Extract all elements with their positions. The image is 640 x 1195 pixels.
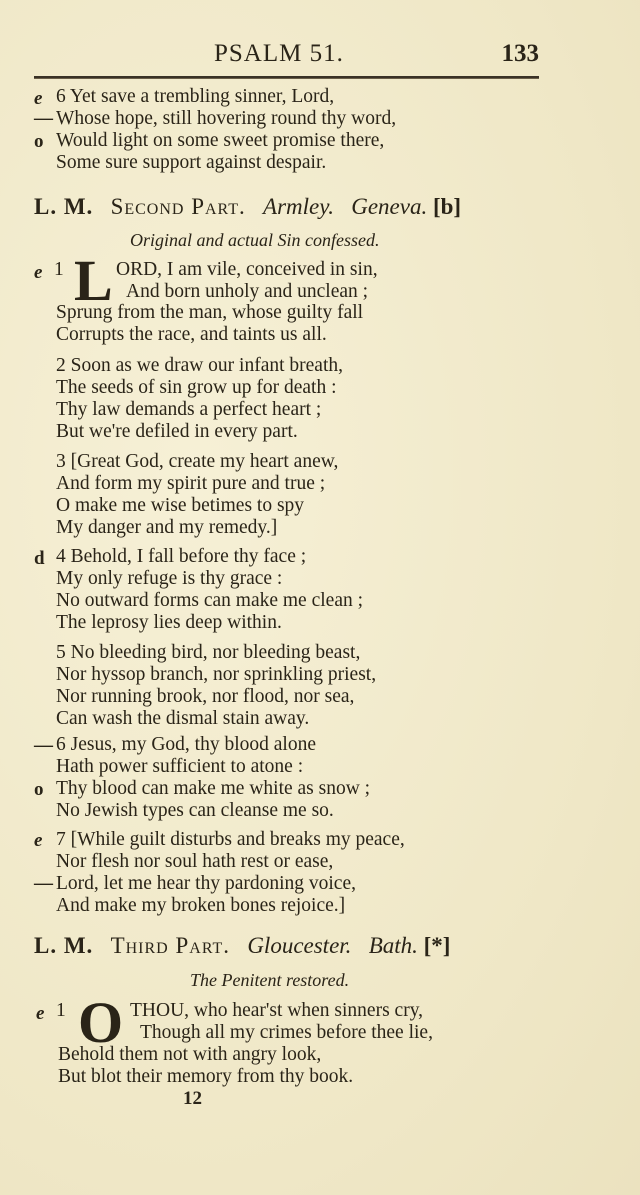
verse-line: Nor running brook, nor flood, nor sea, xyxy=(56,686,355,707)
verse-line: Nor hyssop branch, nor sprinkling priest, xyxy=(56,664,377,685)
verse-line: Behold them not with angry look, xyxy=(58,1044,322,1065)
verse-line: But we're defiled in every part. xyxy=(56,421,298,442)
page-number: 133 xyxy=(501,40,539,67)
verse-line: No outward forms can make me clean ; xyxy=(56,590,364,611)
verse-line: THOU, who hear'st when sinners cry, xyxy=(130,1000,424,1021)
verse-line: No Jewish types can cleanse me so. xyxy=(56,800,334,821)
part-heading-third xyxy=(34,933,450,959)
verse-line: 6 Jesus, my God, thy blood alone xyxy=(56,734,316,755)
hymn-subtitle: Original and actual Sin confessed. xyxy=(130,230,380,250)
dynamic-mark: e xyxy=(36,1003,45,1024)
drop-cap: O xyxy=(78,990,124,1055)
verse-line: Nor flesh nor soul hath rest or ease, xyxy=(56,851,334,872)
meter-label: L. M. xyxy=(34,194,94,219)
dynamic-mark: — xyxy=(34,873,53,894)
verse-line: Would light on some sweet promise there, xyxy=(56,130,385,151)
verse-line: Can wash the dismal stain away. xyxy=(56,708,310,729)
verse-line: The leprosy lies deep within. xyxy=(56,612,282,633)
verse-line: Whose hope, still hovering round thy word, xyxy=(56,108,397,129)
verse-line: 6 Yet save a trembling sinner, Lord, xyxy=(56,86,335,107)
dynamic-mark: o xyxy=(34,131,44,152)
part-label: Third Part. xyxy=(110,933,231,958)
tune-name: Armley. xyxy=(263,194,334,219)
signature-mark: 12 xyxy=(183,1088,202,1109)
key-indicator: [*] xyxy=(423,933,451,958)
verse-line: 2 Soon as we draw our infant breath, xyxy=(56,355,344,376)
verse-line: Sprung from the man, whose guilty fall xyxy=(56,302,364,323)
dynamic-mark: d xyxy=(34,548,45,569)
stanza-number: 1 xyxy=(54,259,64,280)
verse-line: Thy law demands a perfect heart ; xyxy=(56,399,322,420)
dynamic-mark: e xyxy=(34,830,43,851)
running-title: PSALM 51. xyxy=(214,40,344,67)
tune-name: Geneva. xyxy=(351,194,428,219)
verse-line: Though all my crimes before thee lie, xyxy=(140,1022,433,1043)
running-head xyxy=(34,40,539,72)
verse-line: Some sure support against despair. xyxy=(56,152,327,173)
hymn-subtitle: The Penitent restored. xyxy=(190,970,350,990)
dynamic-mark: e xyxy=(34,262,43,283)
part-heading-second xyxy=(34,194,461,220)
verse-line: 3 [Great God, create my heart anew, xyxy=(56,451,339,472)
verse-line: And born unholy and unclean ; xyxy=(126,281,369,302)
dynamic-mark: o xyxy=(34,779,44,800)
verse-line: 5 No bleeding bird, nor bleeding beast, xyxy=(56,642,361,663)
key-indicator: [b] xyxy=(432,194,462,219)
verse-line: O make me wise betimes to spy xyxy=(56,495,305,516)
stanza-number: 1 xyxy=(56,1000,66,1021)
drop-cap: L xyxy=(74,248,113,313)
header-rule xyxy=(34,76,539,79)
verse-line: 7 [While guilt disturbs and breaks my peace, xyxy=(56,829,405,850)
verse-line: Hath power sufficient to atone : xyxy=(56,756,304,777)
verse-line: But blot their memory from thy book. xyxy=(58,1066,354,1087)
verse-line: My danger and my remedy.] xyxy=(56,517,278,538)
part-label: Second Part. xyxy=(110,194,246,219)
verse-line: The seeds of sin grow up for death : xyxy=(56,377,337,398)
verse-line: Thy blood can make me white as snow ; xyxy=(56,778,371,799)
meter-label: L. M. xyxy=(34,933,94,958)
dynamic-mark: e xyxy=(34,88,43,109)
tune-name: Bath. xyxy=(368,933,418,958)
verse-line: Corrupts the race, and taints us all. xyxy=(56,324,327,345)
tune-name: Gloucester. xyxy=(247,933,352,958)
dynamic-mark: — xyxy=(34,735,53,756)
verse-line: And form my spirit pure and true ; xyxy=(56,473,326,494)
verse-line: Lord, let me hear thy pardoning voice, xyxy=(56,873,356,894)
verse-line: My only refuge is thy grace : xyxy=(56,568,283,589)
verse-line: 4 Behold, I fall before thy face ; xyxy=(56,546,307,567)
verse-line: ORD, I am vile, conceived in sin, xyxy=(116,259,378,280)
dynamic-mark: — xyxy=(34,108,53,129)
verse-line: And make my broken bones rejoice.] xyxy=(56,895,346,916)
